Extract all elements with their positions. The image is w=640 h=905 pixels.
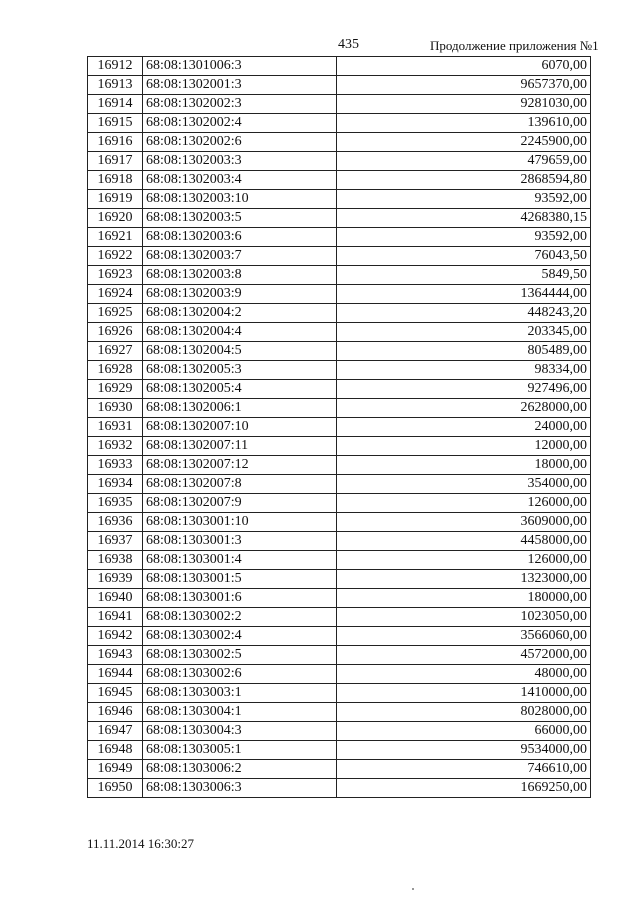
row-number: 16918 [88, 171, 143, 190]
cadastral-number: 68:08:1302003:3 [143, 152, 337, 171]
cadastral-value: 4572000,00 [337, 646, 591, 665]
cadastral-value: 9281030,00 [337, 95, 591, 114]
row-number: 16929 [88, 380, 143, 399]
row-number: 16920 [88, 209, 143, 228]
cadastral-value: 9534000,00 [337, 741, 591, 760]
table-row [88, 380, 591, 399]
cadastral-value-table [87, 56, 591, 798]
cadastral-number: 68:08:1302003:9 [143, 285, 337, 304]
cadastral-number: 68:08:1302003:4 [143, 171, 337, 190]
row-number: 16923 [88, 266, 143, 285]
table-row [88, 190, 591, 209]
row-number: 16944 [88, 665, 143, 684]
row-number: 16927 [88, 342, 143, 361]
cadastral-number: 68:08:1302005:4 [143, 380, 337, 399]
table-row [88, 114, 591, 133]
row-number: 16915 [88, 114, 143, 133]
cadastral-number: 68:08:1302001:3 [143, 76, 337, 95]
table-row [88, 171, 591, 190]
row-number: 16943 [88, 646, 143, 665]
cadastral-value: 746610,00 [337, 760, 591, 779]
row-number: 16940 [88, 589, 143, 608]
table-row [88, 285, 591, 304]
cadastral-value: 98334,00 [337, 361, 591, 380]
row-number: 16935 [88, 494, 143, 513]
cadastral-number: 68:08:1303002:5 [143, 646, 337, 665]
cadastral-value: 180000,00 [337, 589, 591, 608]
row-number: 16941 [88, 608, 143, 627]
cadastral-number: 68:08:1302003:6 [143, 228, 337, 247]
row-number: 16914 [88, 95, 143, 114]
table-row [88, 760, 591, 779]
row-number: 16912 [88, 57, 143, 76]
row-number: 16945 [88, 684, 143, 703]
table-row [88, 342, 591, 361]
cadastral-number: 68:08:1302007:9 [143, 494, 337, 513]
row-number: 16939 [88, 570, 143, 589]
row-number: 16913 [88, 76, 143, 95]
cadastral-number: 68:08:1302003:8 [143, 266, 337, 285]
row-number: 16930 [88, 399, 143, 418]
page-number: 435 [338, 37, 359, 52]
table-row [88, 646, 591, 665]
cadastral-number: 68:08:1302006:1 [143, 399, 337, 418]
cadastral-value: 3566060,00 [337, 627, 591, 646]
cadastral-value: 1669250,00 [337, 779, 591, 798]
cadastral-value: 93592,00 [337, 190, 591, 209]
cadastral-value: 126000,00 [337, 494, 591, 513]
table-row [88, 228, 591, 247]
cadastral-number: 68:08:1303001:6 [143, 589, 337, 608]
cadastral-number: 68:08:1302002:6 [143, 133, 337, 152]
row-number: 16922 [88, 247, 143, 266]
table-row [88, 76, 591, 95]
cadastral-value: 1364444,00 [337, 285, 591, 304]
cadastral-number: 68:08:1302004:5 [143, 342, 337, 361]
cadastral-value: 9657370,00 [337, 76, 591, 95]
table-row [88, 722, 591, 741]
row-number: 16942 [88, 627, 143, 646]
print-timestamp: 11.11.2014 16:30:27 [87, 836, 195, 851]
cadastral-value: 354000,00 [337, 475, 591, 494]
cadastral-number: 68:08:1303001:5 [143, 570, 337, 589]
cadastral-value: 203345,00 [337, 323, 591, 342]
cadastral-number: 68:08:1302004:2 [143, 304, 337, 323]
row-number: 16931 [88, 418, 143, 437]
cadastral-value: 48000,00 [337, 665, 591, 684]
cadastral-value: 1023050,00 [337, 608, 591, 627]
row-number: 16916 [88, 133, 143, 152]
row-number: 16933 [88, 456, 143, 475]
cadastral-value: 2245900,00 [337, 133, 591, 152]
cadastral-value: 448243,20 [337, 304, 591, 323]
cadastral-number: 68:08:1302003:10 [143, 190, 337, 209]
row-number: 16928 [88, 361, 143, 380]
cadastral-number: 68:08:1303006:2 [143, 760, 337, 779]
scan-speck [412, 888, 414, 890]
table-row [88, 779, 591, 798]
cadastral-value: 93592,00 [337, 228, 591, 247]
row-number: 16937 [88, 532, 143, 551]
cadastral-number: 68:08:1302002:4 [143, 114, 337, 133]
cadastral-number: 68:08:1302003:5 [143, 209, 337, 228]
cadastral-number: 68:08:1302007:12 [143, 456, 337, 475]
table-row [88, 741, 591, 760]
appendix-continuation-note: Продолжение приложения №1 [430, 38, 599, 53]
cadastral-value: 2868594,80 [337, 171, 591, 190]
row-number: 16950 [88, 779, 143, 798]
table-row [88, 608, 591, 627]
cadastral-value: 3609000,00 [337, 513, 591, 532]
row-number: 16925 [88, 304, 143, 323]
row-number: 16919 [88, 190, 143, 209]
table-row [88, 361, 591, 380]
cadastral-value: 8028000,00 [337, 703, 591, 722]
cadastral-value: 5849,50 [337, 266, 591, 285]
table-row [88, 456, 591, 475]
cadastral-number: 68:08:1303001:3 [143, 532, 337, 551]
table-row [88, 323, 591, 342]
table-row [88, 665, 591, 684]
cadastral-value: 18000,00 [337, 456, 591, 475]
cadastral-value: 805489,00 [337, 342, 591, 361]
row-number: 16947 [88, 722, 143, 741]
cadastral-value: 1410000,00 [337, 684, 591, 703]
table-row [88, 418, 591, 437]
cadastral-number: 68:08:1302002:3 [143, 95, 337, 114]
row-number: 16936 [88, 513, 143, 532]
cadastral-value: 126000,00 [337, 551, 591, 570]
row-number: 16938 [88, 551, 143, 570]
cadastral-number: 68:08:1302004:4 [143, 323, 337, 342]
table-row [88, 266, 591, 285]
row-number: 16948 [88, 741, 143, 760]
cadastral-number: 68:08:1303003:1 [143, 684, 337, 703]
cadastral-number: 68:08:1303006:3 [143, 779, 337, 798]
cadastral-number: 68:08:1303005:1 [143, 741, 337, 760]
cadastral-number: 68:08:1303004:1 [143, 703, 337, 722]
table-row [88, 532, 591, 551]
cadastral-value: 1323000,00 [337, 570, 591, 589]
row-number: 16934 [88, 475, 143, 494]
table-row [88, 304, 591, 323]
row-number: 16921 [88, 228, 143, 247]
cadastral-value: 6070,00 [337, 57, 591, 76]
table-row [88, 703, 591, 722]
row-number: 16917 [88, 152, 143, 171]
table-row [88, 513, 591, 532]
table-row [88, 589, 591, 608]
cadastral-value: 4268380,15 [337, 209, 591, 228]
cadastral-value: 4458000,00 [337, 532, 591, 551]
table-row [88, 133, 591, 152]
table-body [88, 57, 591, 798]
table-row [88, 475, 591, 494]
cadastral-number: 68:08:1302003:7 [143, 247, 337, 266]
cadastral-number: 68:08:1303004:3 [143, 722, 337, 741]
cadastral-value: 66000,00 [337, 722, 591, 741]
table-row [88, 152, 591, 171]
cadastral-number: 68:08:1303001:10 [143, 513, 337, 532]
cadastral-value: 24000,00 [337, 418, 591, 437]
cadastral-value: 76043,50 [337, 247, 591, 266]
cadastral-number: 68:08:1303002:4 [143, 627, 337, 646]
cadastral-number: 68:08:1302005:3 [143, 361, 337, 380]
cadastral-value: 2628000,00 [337, 399, 591, 418]
table-row [88, 247, 591, 266]
row-number: 16924 [88, 285, 143, 304]
table-row [88, 437, 591, 456]
row-number: 16926 [88, 323, 143, 342]
table-row [88, 551, 591, 570]
table-row [88, 684, 591, 703]
table-row [88, 494, 591, 513]
table-row [88, 399, 591, 418]
cadastral-value: 927496,00 [337, 380, 591, 399]
table-row [88, 57, 591, 76]
row-number: 16932 [88, 437, 143, 456]
row-number: 16946 [88, 703, 143, 722]
cadastral-number: 68:08:1302007:8 [143, 475, 337, 494]
cadastral-number: 68:08:1303002:6 [143, 665, 337, 684]
cadastral-number: 68:08:1302007:10 [143, 418, 337, 437]
table-row [88, 209, 591, 228]
cadastral-number: 68:08:1303001:4 [143, 551, 337, 570]
cadastral-value: 479659,00 [337, 152, 591, 171]
row-number: 16949 [88, 760, 143, 779]
cadastral-value: 139610,00 [337, 114, 591, 133]
cadastral-value: 12000,00 [337, 437, 591, 456]
cadastral-number: 68:08:1301006:3 [143, 57, 337, 76]
cadastral-number: 68:08:1302007:11 [143, 437, 337, 456]
table-row [88, 570, 591, 589]
cadastral-number: 68:08:1303002:2 [143, 608, 337, 627]
table-row [88, 95, 591, 114]
table-row [88, 627, 591, 646]
